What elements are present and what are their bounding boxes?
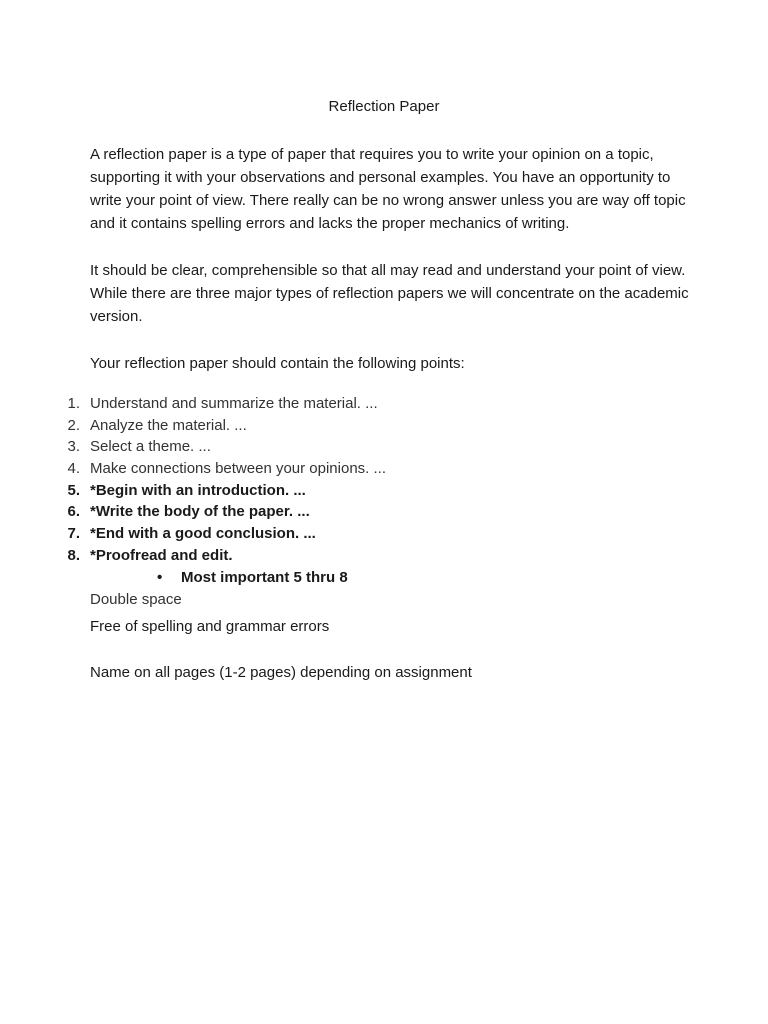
- intro-paragraph: A reflection paper is a type of paper that requires you to write your opinion on a topic, supporting it with your observations and personal examples. You have an opportunity to write your point of view. There really can be no wrong answer unless you are way off topic and it contains spelling errors and lacks the proper mechanics of writing.: [90, 146, 686, 232]
- list-item-number: 7.: [67, 525, 80, 543]
- list-item-number: 4.: [67, 460, 80, 478]
- list-item-number: 1.: [67, 395, 80, 412]
- list-item-text: *Proofread and edit.: [90, 546, 233, 564]
- list-item: [0, 415, 768, 437]
- list-item: [0, 501, 768, 523]
- bullet-item-text: Most important 5 thru 8: [181, 569, 348, 586]
- document-title: Reflection Paper: [328, 98, 440, 115]
- steps-list: [0, 393, 768, 567]
- list-item-text: *End with a good conclusion. ...: [90, 525, 316, 543]
- clarity-paragraph: It should be clear, comprehensible so that all may read and understand your point of view. While there are three major types of reflection papers we will concentrate on the academic version.: [90, 262, 689, 325]
- list-item-number: 3.: [67, 438, 80, 456]
- list-item-number: 6.: [67, 503, 80, 521]
- list-item-text: Make connections between your opinions. ...: [90, 460, 387, 478]
- note-name-pages: Name on all pages (1-2 pages) depending on assignment: [90, 664, 472, 681]
- list-item-number: 5.: [67, 481, 80, 499]
- list-item: [0, 393, 768, 415]
- list-item-text: Analyze the material. ...: [90, 416, 247, 434]
- list-item-number: 2.: [67, 416, 80, 434]
- bullet-item: [0, 567, 768, 589]
- list-item: [0, 545, 768, 567]
- list-item: [0, 480, 768, 502]
- note-double-space: Double space: [90, 591, 182, 608]
- list-item-text: *Begin with an introduction. ...: [90, 481, 306, 499]
- list-item-text: *Write the body of the paper. ...: [90, 503, 310, 521]
- note-spelling-grammar: Free of spelling and grammar errors: [90, 618, 330, 635]
- list-item-text: Understand and summarize the material. ...: [90, 395, 378, 412]
- list-item: [0, 458, 768, 480]
- list-item: [0, 523, 768, 545]
- list-item-text: Select a theme. ...: [90, 438, 211, 456]
- bullet-icon: •: [157, 569, 163, 586]
- list-item-number: 8.: [67, 546, 80, 564]
- list-item: [0, 436, 768, 458]
- points-lead-paragraph: Your reflection paper should contain the following points:: [90, 355, 465, 372]
